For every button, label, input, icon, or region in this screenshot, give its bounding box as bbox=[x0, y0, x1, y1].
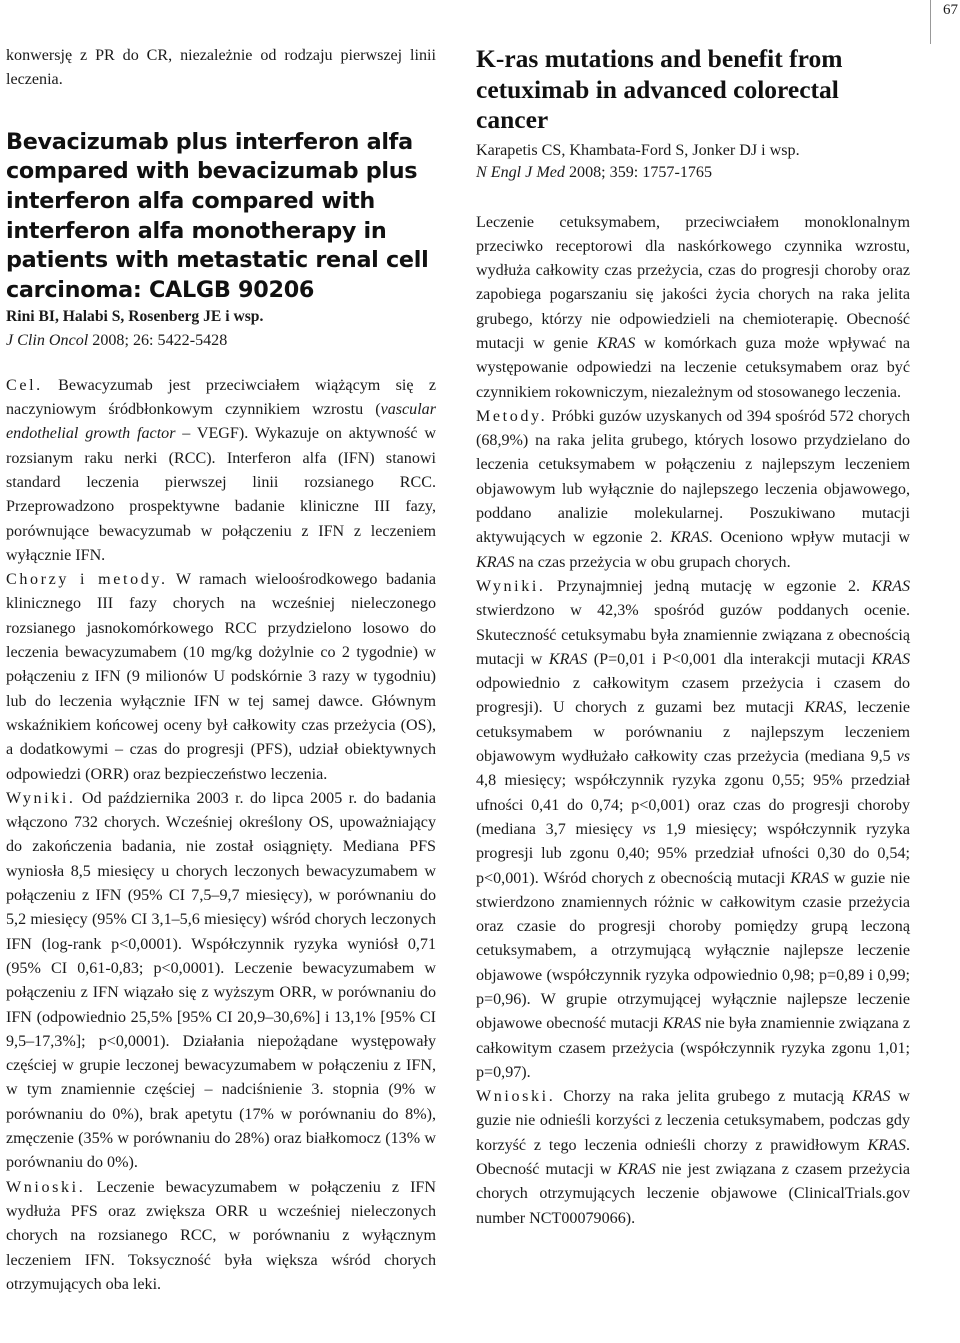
article-reference-kras bbox=[476, 161, 910, 184]
conclusions-text: Leczenie bewacyzumabem w połączeniu z IFN wydłuża PFS oraz zwiększa ORR u wcześniej nieleczonych chorych na rozsianego RCC, w porównaniu z wyłącznym leczeniem IFN. Toksyczność była większa wśród chorych otrzymujących oba leki. bbox=[6, 1178, 436, 1293]
conclusions-text-c: . Obecność mutacji w bbox=[476, 1136, 910, 1179]
results-text-c: (P=0,01 i P<0,001 dla interakcji mutacji bbox=[587, 650, 872, 668]
methods-paragraph bbox=[6, 568, 436, 787]
results-text-g: 1,9 miesięcy; współczynnik ryzyka progresji lub zgonu 0,40; 95% przedział ufności 0,30 do 0,54; p<0,001). Wśród chorych z obecnością mutacji bbox=[476, 820, 910, 887]
results-text: Od października 2003 r. do lipca 2005 r. do badania włączono 732 chorych. Wcześniej określony OS, upoważniający do zakończenia badania, nie został osiągnięty. Mediana PFS wyniosła 8,5 miesięcy u chorych leczonych bewacyzumabem w połączeniu z IFN (95% CI 7,5–9,7 miesięcy), w porównaniu do 5,2 miesięcy (95% CI 3,1–5,6 miesięcy) wśród chorych leczonych IFN (log-rank p<0,0001). Współczynnik ryzyka wyniósł 0,71 (95% CI 0,61-0,83; p<0,0001). Leczenie bewacyzumabem w połączeniu z IFN wiązało się z wyższym ORR, w porównaniu do IFN (odpowiednio 25,5% [95% CI 20,9–30,6%] i 13,1% [95% CI 9,5–17,3%]; p<0,0001). Działania niepożądane występowały częściej w grupie leczonej bewacyzumabem w połączeniu z IFN, w tym znamiennie częściej – nadciśnienie 3. stopnia (9% w porównaniu do 0%), brak apetytu (17% w porównaniu do 8%), zmęczenie (35% w porównaniu do 28%) oraz białkomocz (13% w porównaniu do 0%). bbox=[6, 789, 436, 1172]
methods-paragraph bbox=[476, 405, 910, 575]
conclusions-text-d: nie jest związana z czasem przeżycia chorych otrzymujących leczenie objawowe (ClinicalTrials.gov number NCT00079066). bbox=[476, 1161, 910, 1227]
journal-name: N Engl J Med bbox=[476, 163, 565, 181]
results-label: Wyniki. bbox=[6, 789, 76, 807]
results-paragraph bbox=[6, 787, 436, 1176]
methods-text-b: . Oceniono wpływ mutacji w bbox=[708, 529, 910, 547]
results-text-d: odpowiednio z całkowitym czasem przeżycia i czasem do progresji). U chorych z guzami bez mutacji bbox=[476, 675, 910, 717]
right-column bbox=[476, 44, 910, 1231]
page-number-text: 67 bbox=[943, 2, 958, 18]
results-text-i: nie była znamiennie związana z całkowitym czasem przeżycia (współczynnik ryzyka zgonu 1,01; p=0,97). bbox=[476, 1015, 910, 1081]
authors-text: Karapetis CS, Khambata-Ford S, Jonker DJ i wsp. bbox=[476, 141, 800, 159]
conclusions-label: Wnioski. bbox=[6, 1178, 86, 1196]
aim-text-b: – VEGF). Wykazuje on aktywność w rozsianym raku nerki (RCC). Interferon alfa (IFN) stanowi standard leczenia pierwszej linii rozsianego RCC. Przeprowadzono prospektywne badanie kliniczne III fazy, porównujące bewacyzumab w połączeniu z IFN z leczeniem wyłącznie IFN. bbox=[6, 425, 436, 564]
results-text-a: Przynajmniej jedną mutację w egzonie 2. bbox=[545, 577, 872, 595]
journal-name: J Clin Oncol bbox=[6, 331, 89, 349]
results-label: Wyniki. bbox=[476, 577, 546, 595]
continuation-paragraph: konwersję z PR do CR, niezależnie od rodzaju pierwszej linii leczenia. bbox=[6, 47, 436, 89]
gene-name: KRAS bbox=[596, 334, 636, 352]
gene-name: KRAS bbox=[617, 1161, 656, 1179]
gene-name: KRAS bbox=[476, 553, 515, 571]
methods-text: W ramach wieloośrodkowego badania klinicznego III fazy chorych na wcześniej nieleczonego rozsianego jasnokomórkowego RCC przydzielono losowo do leczenia bewacyzumabem (10 mg/kg dożylnie co 2 tygodnie) w połączeniu z IFN (9 milionów U podskórnie 3 razy w tygodniu) lub do leczenia wyłącznie IFN w tej samej dawce. Głównym wskaźnikiem końcowej oceny był całkowity czas przeżycia (OS), a dodatkowymi – czas do progresji (PFS), udział obiektywnych odpowiedzi (ORR) oraz bezpieczeństwo leczenia. bbox=[6, 571, 436, 783]
article-authors-bevacizumab bbox=[6, 306, 436, 327]
conclusions-paragraph bbox=[6, 1176, 436, 1297]
methods-label: Metody. bbox=[476, 407, 548, 425]
article-reference-bevacizumab bbox=[6, 329, 436, 352]
versus-term: vs bbox=[896, 748, 910, 766]
conclusions-label: Wnioski. bbox=[476, 1088, 556, 1106]
methods-text-a: Próbki guzów uzyskanych od 394 spośród 572 chorych (68,9%) na raka jelita grubego, których losowo przydzielano do leczenia cetuksymabem w połączeniu z najlepszym leczeniem objawowym lub wyłącznie do najlepszego leczenia objawowego, poddano analizie molekularnej. Poszukiwano mutacji aktywujących w egzonie 2. bbox=[476, 407, 910, 547]
article-authors-kras bbox=[476, 140, 910, 161]
conclusions-paragraph bbox=[476, 1085, 910, 1231]
authors-text: Rini BI, Halabi S, Rosenberg JE i wsp. bbox=[6, 307, 264, 325]
page-number bbox=[930, 0, 960, 44]
results-text-h: w guzie nie stwierdzono znamiennych różnic w całkowitym czasie przeżycia oraz czasie do progresji choroby pomiędzy grupą leczoną cetuksymabem, a otrzymującą wyłącznie najlepsze leczenie objawowe (współczynnik ryzyka odpowiednio 0,98; p=0,89 i 0,99; p=0,96). W grupie otrzymującej wyłącznie najlepsze leczenie objawowe obecność mutacji bbox=[476, 869, 910, 1033]
citation-details: 2008; 359: 1757-1765 bbox=[564, 163, 713, 181]
aim-paragraph bbox=[6, 374, 436, 568]
left-column bbox=[6, 44, 436, 1297]
gene-name: KRAS bbox=[804, 699, 843, 717]
gene-name: KRAS bbox=[662, 1015, 702, 1033]
conclusions-text-a: Chorzy na raka jelita grubego z mutacją bbox=[555, 1088, 852, 1106]
gene-name: KRAS bbox=[871, 577, 910, 595]
results-text-e: , leczenie cetuksymabem w porównaniu z najlepszym leczeniem objawowym wydłużało całkowity czas przeżycia (mediana 9,5 bbox=[476, 699, 910, 766]
gene-name: KRAS bbox=[871, 650, 911, 668]
results-text-f: 4,8 miesięcy; współczynnik ryzyka zgonu 0,55; 95% przedział ufności 0,41 do 0,74; p<0,001) oraz czas do progresji choroby (mediana 3,7 miesięcy bbox=[476, 772, 910, 838]
gene-name: KRAS bbox=[548, 650, 588, 668]
methods-label: Chorzy i metody. bbox=[6, 571, 168, 589]
gene-name: KRAS bbox=[790, 869, 829, 887]
aim-text-italic: vascular endothelial growth factor bbox=[6, 401, 436, 443]
versus-term: vs bbox=[642, 820, 656, 838]
intro-text-b: w komórkach guza może wpływać na występowanie odpowiedzi na leczenie cetuksymabem oraz być czynnikiem rokowniczym, niezależnym od stosowanego leczenia. bbox=[476, 334, 910, 401]
citation-details: 2008; 26: 5422-5428 bbox=[88, 331, 228, 349]
aim-label: Cel. bbox=[6, 376, 43, 394]
conclusions-text-b: w guzie nie odnieśli korzyści z leczenia cetuksymabem, podczas gdy korzyść z tego leczenia odnieśli chorzy z prawidłowym bbox=[476, 1088, 910, 1154]
article-title-bevacizumab: Bevacizumab plus interferon alfa compared with bevacizumab plus interferon alfa compared with interferon alfa monotherapy in patients with metastatic renal cell carcinoma: CALGB 90206 bbox=[6, 128, 429, 304]
methods-text-c: na czas przeżycia w obu grupach chorych. bbox=[514, 553, 791, 571]
article-title-kras: K-ras mutations and benefit from cetuximab in advanced colorectal cancer bbox=[476, 44, 843, 134]
intro-paragraph bbox=[476, 211, 910, 405]
intro-text-a: Leczenie cetuksymabem, przeciwciałem monoklonalnym przeciwko receptorowi dla naskórkowego czynnika wzrostu, wydłuża całkowity czas przeżycia, czas do progresji choroby oraz zapobiega pogarszaniu się jakości życia chorych na raka jelita grubego, którzy nie odpowiedzieli na chemioterapię. Obecność mutacji w genie bbox=[476, 213, 910, 352]
results-text-b: stwierdzono w 42,3% spośród guzów poddanych ocenie. Skuteczność cetuksymabu była znamiennie związana z obecnością mutacji w bbox=[476, 602, 910, 668]
gene-name: KRAS bbox=[867, 1136, 906, 1154]
gene-name: KRAS bbox=[670, 529, 709, 547]
aim-text-a: Bewacyzumab jest przeciwciałem wiążącym się z naczyniowym śródbłonkowym czynnikiem wzrostu ( bbox=[6, 376, 436, 419]
results-paragraph bbox=[476, 575, 910, 1085]
gene-name: KRAS bbox=[852, 1088, 891, 1106]
